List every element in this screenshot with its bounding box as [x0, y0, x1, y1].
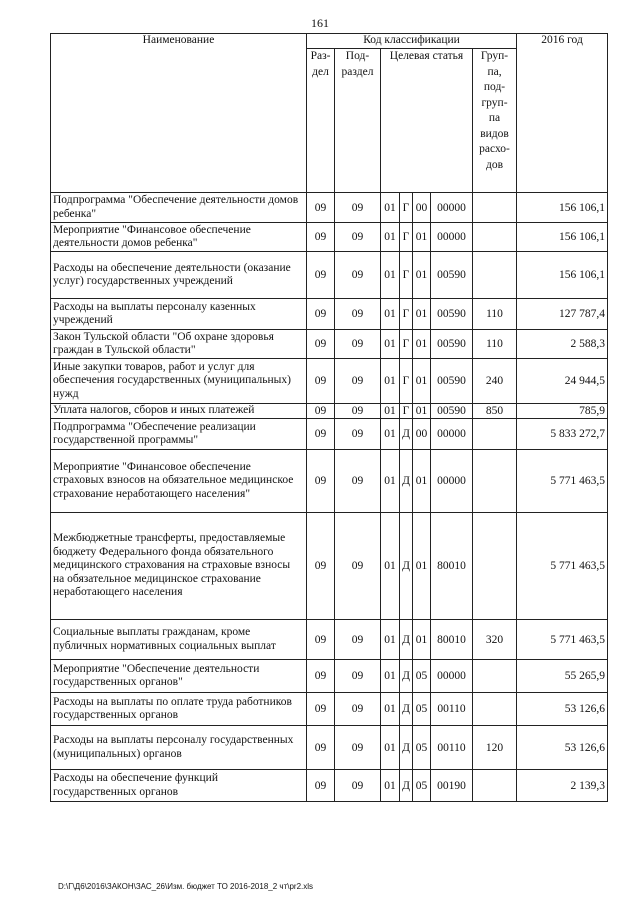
row-target-program: 01 [381, 193, 400, 223]
row-section: 09 [307, 660, 335, 693]
row-target-program: 01 [381, 450, 400, 513]
row-target-direction: 00000 [431, 660, 473, 693]
row-subsection: 09 [335, 450, 381, 513]
table-row [51, 330, 608, 359]
row-name: Мероприятие "Обеспечение деятельности государственных органов" [51, 660, 307, 693]
row-name: Мероприятие "Финансовое обеспечение страховых взносов на обязательное медицинское страхование неработающего населения" [51, 450, 307, 513]
page-number: 161 [311, 16, 329, 30]
row-amount: 785,9 [517, 404, 608, 419]
row-target-subprogram: Д [400, 770, 413, 802]
row-target-event: 01 [413, 404, 431, 419]
table-row [51, 660, 608, 693]
row-subsection: 09 [335, 726, 381, 770]
row-target-program: 01 [381, 359, 400, 404]
table-row [51, 193, 608, 223]
row-target-direction: 00590 [431, 252, 473, 299]
row-expense-group [473, 419, 517, 450]
row-subsection: 09 [335, 223, 381, 252]
row-target-event: 05 [413, 660, 431, 693]
row-amount: 55 265,9 [517, 660, 608, 693]
row-target-subprogram: Г [400, 299, 413, 330]
row-target-program: 01 [381, 299, 400, 330]
row-subsection: 09 [335, 330, 381, 359]
row-section: 09 [307, 223, 335, 252]
row-amount: 5 771 463,5 [517, 620, 608, 660]
row-expense-group: 110 [473, 330, 517, 359]
row-target-event: 01 [413, 223, 431, 252]
row-amount: 5 833 272,7 [517, 419, 608, 450]
footer-file-path: D:\Г\Д6\2016\ЗАКОН\ЗАС_26\Изм. бюджет ТО 2016-2018_2 чт\pr2.xls [58, 882, 314, 891]
header-subsection-text: Под- раздел [341, 50, 374, 78]
row-name: Расходы на выплаты персоналу казенных учреждений [51, 299, 307, 330]
row-expense-group [473, 693, 517, 726]
header-section-text: Раз- дел [310, 50, 331, 78]
row-name: Межбюджетные трансферты, предоставляемые бюджету Федерального фонда обязательного медицинского страхования на страховые взносы на обязательное медицинское страхование неработающего населения [51, 513, 307, 620]
row-expense-group [473, 450, 517, 513]
row-amount: 5 771 463,5 [517, 513, 608, 620]
row-expense-group [473, 660, 517, 693]
row-section: 09 [307, 693, 335, 726]
row-amount: 156 106,1 [517, 252, 608, 299]
table-row [51, 252, 608, 299]
row-target-direction: 00110 [431, 726, 473, 770]
row-target-event: 01 [413, 513, 431, 620]
row-target-program: 01 [381, 252, 400, 299]
table-row [51, 299, 608, 330]
header-group [473, 49, 517, 193]
table-row [51, 450, 608, 513]
row-target-subprogram: Г [400, 359, 413, 404]
row-name: Расходы на обеспечение функций государственных органов [51, 770, 307, 802]
row-target-subprogram: Д [400, 620, 413, 660]
row-section: 09 [307, 620, 335, 660]
row-target-program: 01 [381, 693, 400, 726]
row-section: 09 [307, 193, 335, 223]
row-target-direction: 00590 [431, 404, 473, 419]
row-target-direction: 80010 [431, 620, 473, 660]
row-amount: 2 588,3 [517, 330, 608, 359]
row-expense-group: 850 [473, 404, 517, 419]
header-target-article: Целевая статья [381, 49, 473, 193]
row-name: Подпрограмма "Обеспечение реализации государственной программы" [51, 419, 307, 450]
row-target-subprogram: Д [400, 419, 413, 450]
row-expense-group [473, 513, 517, 620]
row-target-event: 01 [413, 620, 431, 660]
row-target-direction: 00590 [431, 299, 473, 330]
row-name: Иные закупки товаров, работ и услуг для обеспечения государственных (муниципальных) нужд [51, 359, 307, 404]
header-classification: Код классификации [307, 34, 517, 49]
row-target-direction: 00110 [431, 693, 473, 726]
row-name: Уплата налогов, сборов и иных платежей [51, 404, 307, 419]
table-row [51, 770, 608, 802]
row-amount: 24 944,5 [517, 359, 608, 404]
row-target-subprogram: Г [400, 193, 413, 223]
row-target-direction: 00000 [431, 450, 473, 513]
header-subsection [335, 49, 381, 193]
table-row [51, 404, 608, 419]
row-name: Расходы на выплаты персоналу государственных (муниципальных) органов [51, 726, 307, 770]
row-section: 09 [307, 726, 335, 770]
row-target-program: 01 [381, 770, 400, 802]
row-target-program: 01 [381, 726, 400, 770]
row-expense-group [473, 770, 517, 802]
row-target-direction: 00000 [431, 193, 473, 223]
table-body [51, 193, 608, 802]
row-target-event: 00 [413, 419, 431, 450]
row-amount: 156 106,1 [517, 223, 608, 252]
row-section: 09 [307, 404, 335, 419]
row-amount: 5 771 463,5 [517, 450, 608, 513]
row-target-subprogram: Д [400, 660, 413, 693]
row-target-event: 01 [413, 359, 431, 404]
header-row-1 [51, 34, 608, 49]
row-subsection: 09 [335, 693, 381, 726]
row-expense-group [473, 252, 517, 299]
row-expense-group: 240 [473, 359, 517, 404]
row-amount: 53 126,6 [517, 726, 608, 770]
table-row [51, 359, 608, 404]
table-row [51, 726, 608, 770]
row-section: 09 [307, 330, 335, 359]
row-expense-group [473, 223, 517, 252]
row-section: 09 [307, 252, 335, 299]
row-target-subprogram: Д [400, 693, 413, 726]
row-target-direction: 00000 [431, 223, 473, 252]
header-year: 2016 год [517, 34, 608, 193]
row-amount: 53 126,6 [517, 693, 608, 726]
row-expense-group [473, 193, 517, 223]
row-target-direction: 00000 [431, 419, 473, 450]
row-target-program: 01 [381, 513, 400, 620]
budget-table [50, 33, 608, 802]
row-target-program: 01 [381, 419, 400, 450]
row-subsection: 09 [335, 252, 381, 299]
row-target-event: 01 [413, 330, 431, 359]
row-subsection: 09 [335, 299, 381, 330]
row-expense-group: 320 [473, 620, 517, 660]
row-section: 09 [307, 770, 335, 802]
row-target-direction: 00590 [431, 359, 473, 404]
row-subsection: 09 [335, 513, 381, 620]
table-row [51, 419, 608, 450]
row-subsection: 09 [335, 419, 381, 450]
row-target-program: 01 [381, 223, 400, 252]
row-target-event: 05 [413, 770, 431, 802]
table-row [51, 693, 608, 726]
row-subsection: 09 [335, 359, 381, 404]
row-name: Социальные выплаты гражданам, кроме публичных нормативных социальных выплат [51, 620, 307, 660]
row-target-event: 01 [413, 252, 431, 299]
row-subsection: 09 [335, 193, 381, 223]
row-subsection: 09 [335, 660, 381, 693]
row-subsection: 09 [335, 770, 381, 802]
row-expense-group: 110 [473, 299, 517, 330]
row-amount: 156 106,1 [517, 193, 608, 223]
table-row [51, 620, 608, 660]
row-target-subprogram: Г [400, 330, 413, 359]
row-target-event: 00 [413, 193, 431, 223]
table-row [51, 223, 608, 252]
row-section: 09 [307, 359, 335, 404]
row-target-direction: 80010 [431, 513, 473, 620]
row-target-event: 05 [413, 693, 431, 726]
row-name: Подпрограмма "Обеспечение деятельности домов ребенка" [51, 193, 307, 223]
row-target-program: 01 [381, 330, 400, 359]
row-name: Закон Тульской области "Об охране здоровья граждан в Тульской области" [51, 330, 307, 359]
row-target-program: 01 [381, 404, 400, 419]
row-amount: 127 787,4 [517, 299, 608, 330]
row-target-event: 01 [413, 450, 431, 513]
row-expense-group: 120 [473, 726, 517, 770]
header-name: Наименование [51, 34, 307, 193]
table-row [51, 513, 608, 620]
row-name: Расходы на обеспечение деятельности (оказание услуг) государственных учреждений [51, 252, 307, 299]
row-target-direction: 00590 [431, 330, 473, 359]
row-target-subprogram: Г [400, 404, 413, 419]
row-subsection: 09 [335, 404, 381, 419]
row-section: 09 [307, 450, 335, 513]
row-section: 09 [307, 299, 335, 330]
row-amount: 2 139,3 [517, 770, 608, 802]
row-name: Мероприятие "Финансовое обеспечение деятельности домов ребенка" [51, 223, 307, 252]
row-section: 09 [307, 513, 335, 620]
header-group-text: Груп- па, под- груп- па видов расхо- дов [479, 50, 510, 171]
row-target-direction: 00190 [431, 770, 473, 802]
row-section: 09 [307, 419, 335, 450]
header-section [307, 49, 335, 193]
row-target-program: 01 [381, 620, 400, 660]
row-target-subprogram: Д [400, 450, 413, 513]
row-target-event: 05 [413, 726, 431, 770]
row-target-subprogram: Г [400, 252, 413, 299]
row-target-program: 01 [381, 660, 400, 693]
row-target-subprogram: Г [400, 223, 413, 252]
row-target-event: 01 [413, 299, 431, 330]
row-target-subprogram: Д [400, 726, 413, 770]
row-target-subprogram: Д [400, 513, 413, 620]
row-subsection: 09 [335, 620, 381, 660]
row-name: Расходы на выплаты по оплате труда работников государственных органов [51, 693, 307, 726]
